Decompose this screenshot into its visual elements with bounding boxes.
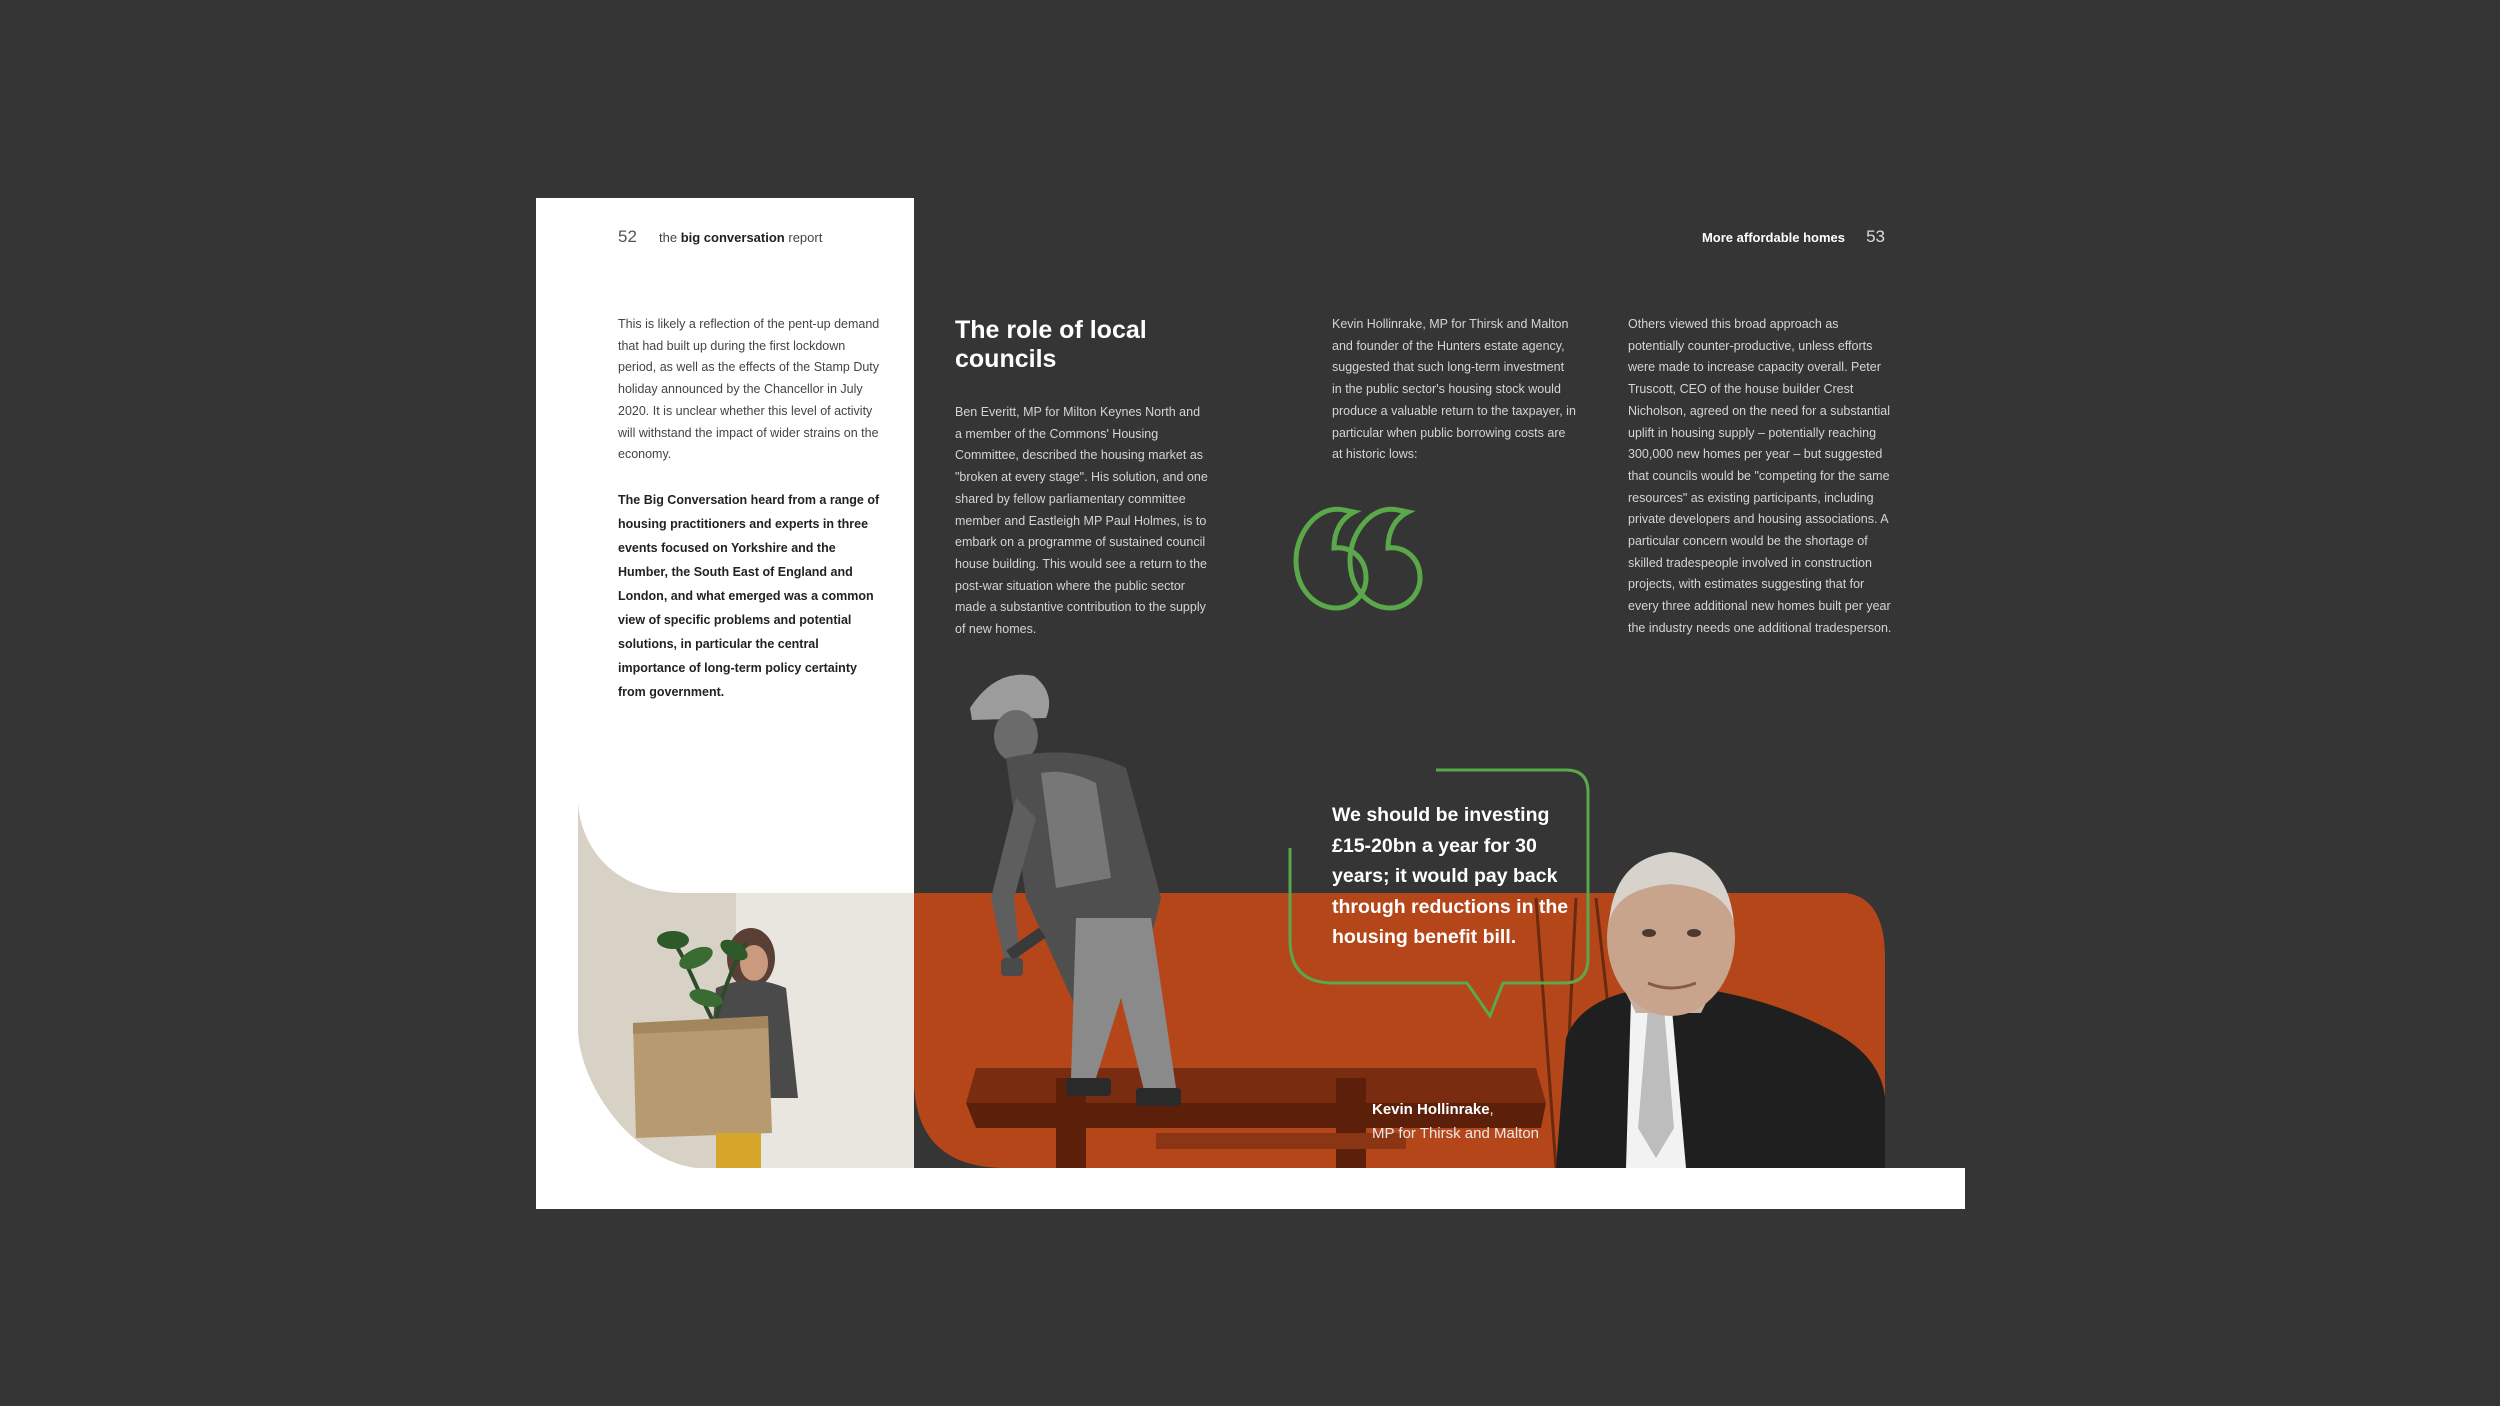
page-artwork <box>536 198 1965 1209</box>
left-page-curve-edge <box>578 758 914 893</box>
caption-name: Kevin Hollinrake <box>1372 1101 1490 1118</box>
bottom-margin-strip <box>536 1168 1965 1209</box>
running-head-bold: big conversation <box>680 230 785 245</box>
section-heading: The role of local councils <box>955 316 1147 373</box>
left-page-number: 52 <box>618 227 637 246</box>
column-2-text: Kevin Hollinrake, MP for Thirsk and Malton and founder of the Hunters estate agency, suggested that such long-term investment in the public sector's housing stock would produce a valuable return to the taxpayer, in particular when public borrowing costs are at historic lows: <box>1332 317 1576 462</box>
caption-role: MP for Thirsk and Malton <box>1372 1125 1540 1142</box>
quote-mark-icon <box>1296 509 1420 608</box>
running-head-prefix: the <box>659 230 678 245</box>
bold-summary-paragraph: The Big Conversation heard from a range of housing practitioners and experts in three events focused on Yorkshire and the Humber, the South East of England and London, and what emerged was a common view of specific problems and potential solutions, in particular the central importance of long-term policy certainty from government. <box>618 493 880 699</box>
report-spread <box>536 198 1965 1209</box>
portrait-caption: Kevin Hollinrake, MP for Thirsk and Malton <box>1372 1101 1540 1142</box>
running-head-suffix: report <box>788 230 823 245</box>
pull-quote: We should be investing £15-20bn a year for 30 years; it would pay back through reductions in the housing benefit bill. <box>1332 804 1569 948</box>
intro-paragraph: This is likely a reflection of the pent-up demand that had built up during the first lockdown period, as well as the effects of the Stamp Duty holiday announced by the Chancellor in July 2020. It is unclear whether this level of activity will withstand the impact of wider strains on the economy. <box>618 317 880 462</box>
right-page-number: 53 <box>1866 227 1885 246</box>
section-title: More affordable homes <box>1701 230 1845 245</box>
column-3-text: Others viewed this broad approach as potentially counter-productive, unless efforts were made to increase capacity overall. Peter Truscott, CEO of the house builder Crest Nicholson, agreed on the need for a substantial uplift in housing supply – potentially reaching 300,000 new homes per year – but suggested that councils would be "competing for the same resources" as existing participants, including private developers and housing associations. A particular concern would be the shortage of skilled tradespeople involved in construction projects, with estimates suggesting that for every three additional new homes built per year the industry needs one additional tradesperson. <box>1628 317 1892 635</box>
column-1-text: Ben Everitt, MP for Milton Keynes North and a member of the Commons' Housing Committee, described the housing market as "broken at every stage". His solution, and one shared by fellow parliamentary committee member and Eastleigh MP Paul Holmes, is to embark on a programme of sustained council house building. This would see a return to the post-war situation where the public sector made a substantive contribution to the supply of new homes. <box>955 405 1208 637</box>
